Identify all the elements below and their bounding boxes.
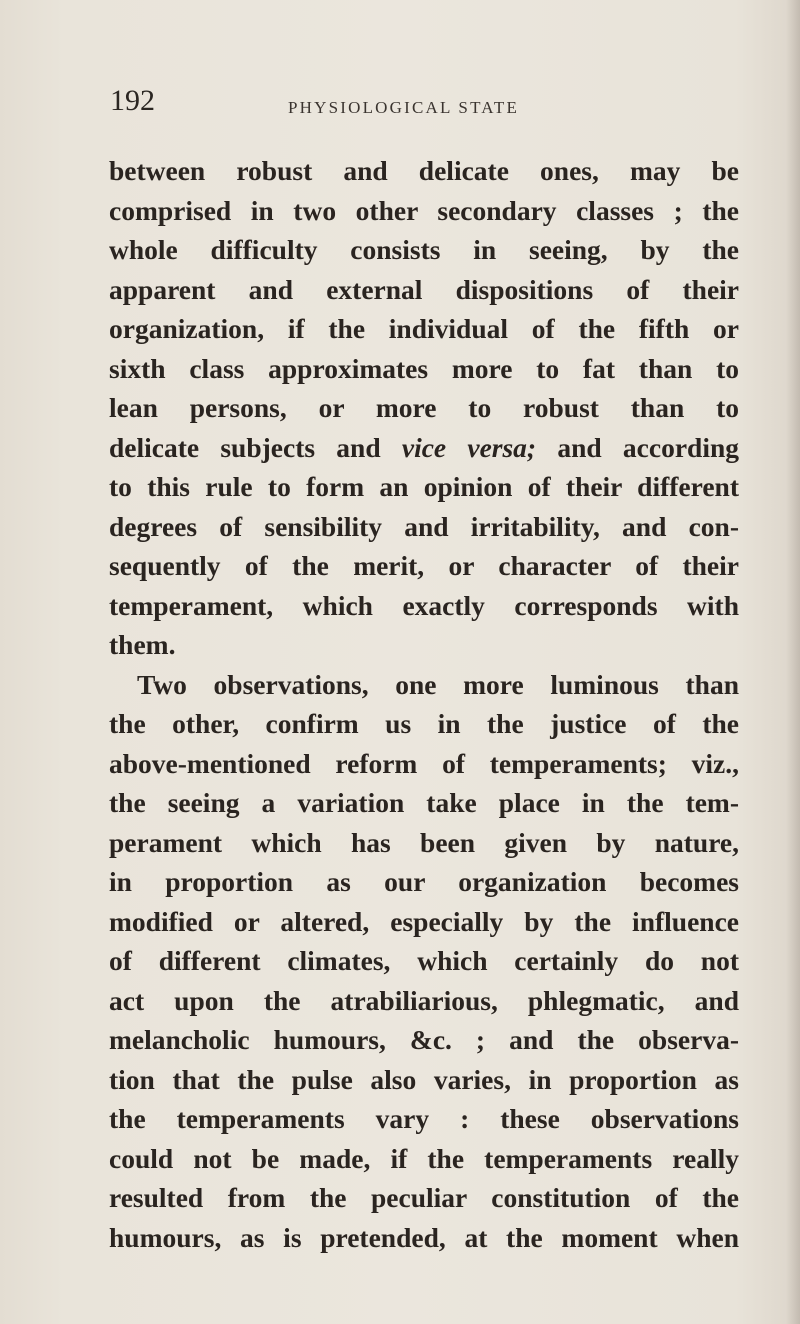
text-line: humours, as is pretended, at the moment when [109, 1221, 739, 1253]
body-text [109, 151, 739, 1257]
text-line: the temperaments vary : these observations [109, 1103, 739, 1134]
text-line: modified or altered, especially by the influence [109, 905, 739, 937]
text-line: act upon the atrabiliarious, phlegmatic, and [109, 984, 739, 1016]
text-line: perament which has been given by nature, [109, 826, 739, 858]
text-line: between robust and delicate ones, may be [109, 155, 739, 186]
text-line: of different climates, which certainly do not [109, 945, 739, 976]
text-segment: delicate subjects and [109, 431, 402, 463]
page-number: 192 [110, 84, 155, 117]
text-line: sixth class approximates more to fat than to [109, 352, 739, 384]
text-line: organization, if the individual of the fifth or [109, 313, 739, 344]
paragraph-start-line: Two observations, one more luminous than [137, 668, 739, 700]
text-line: the other, confirm us in the justice of the [109, 708, 739, 739]
text-line: lean persons, or more to robust than to [109, 392, 739, 423]
text-line: the seeing a variation take place in the tem- [109, 787, 739, 818]
text-line: could not be made, if the temperaments really [109, 1142, 739, 1174]
text-line: resulted from the peculiar constitution of the [109, 1182, 739, 1213]
italic-phrase: vice versa; [401, 431, 537, 463]
text-line: in proportion as our organization becomes [109, 866, 739, 897]
text-line-with-italic [109, 428, 739, 468]
text-line: tion that the pulse also varies, in proportion as [109, 1063, 739, 1095]
text-line: comprised in two other secondary classes ; the [109, 194, 739, 226]
running-head: PHYSIOLOGICAL STATE [288, 98, 520, 117]
text-line: temperament, which exactly corresponds with [109, 589, 739, 621]
text-line: to this rule to form an opinion of their different [109, 471, 739, 502]
text-line: degrees of sensibility and irritability, and con- [109, 510, 739, 542]
text-line: apparent and external dispositions of their [109, 273, 739, 305]
text-line: above-mentioned reform of temperaments; viz., [109, 747, 739, 779]
page-edge-shadow [786, 0, 800, 1324]
text-line: sequently of the merit, or character of their [109, 550, 739, 581]
text-line: whole difficulty consists in seeing, by the [109, 234, 739, 265]
text-line: melancholic humours, &c. ; and the observa- [109, 1024, 739, 1055]
text-segment: and according [536, 431, 739, 463]
paragraph-end-line: them. [109, 629, 176, 660]
